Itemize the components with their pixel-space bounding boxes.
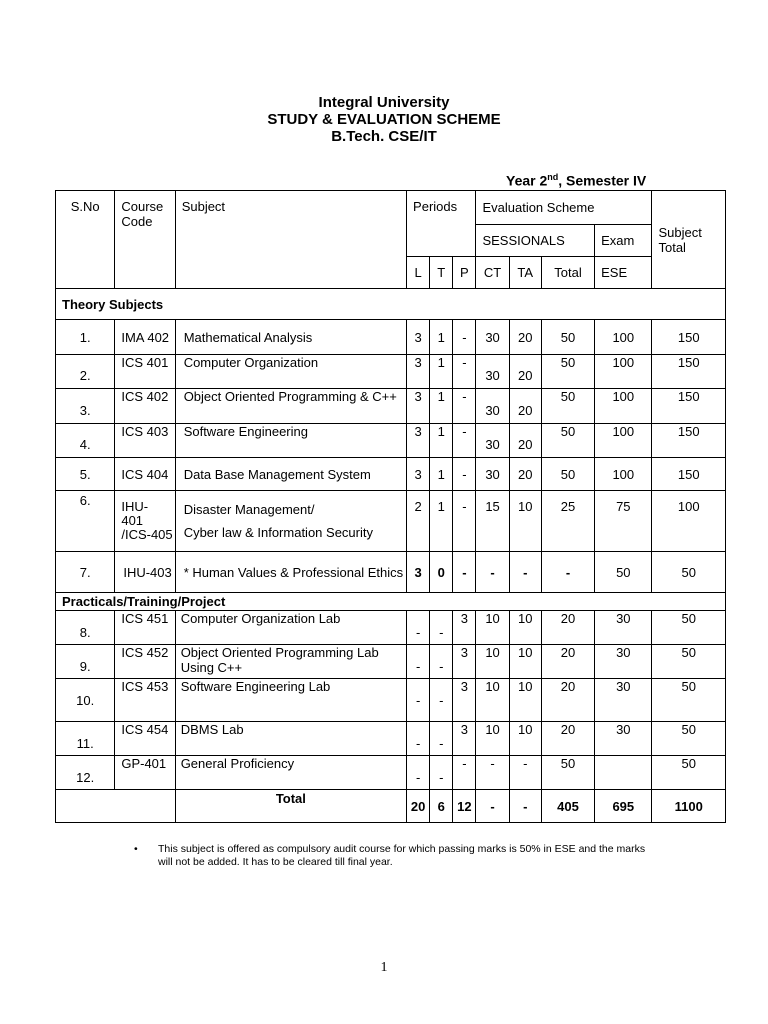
t-cell: - (430, 722, 453, 756)
ese-cell: 30 (595, 722, 652, 756)
ct-cell: - (476, 756, 509, 790)
subject-total-cell: 50 (652, 679, 726, 722)
university-name: Integral University (318, 94, 450, 111)
ct-cell: 30 (476, 458, 509, 491)
ta-cell: 20 (509, 355, 541, 389)
l-cell: 3 (407, 389, 430, 424)
t-cell: - (430, 756, 453, 790)
ta-cell: 20 (509, 424, 541, 458)
t-cell: 0 (430, 552, 453, 593)
p-cell: - (453, 491, 476, 552)
total-cell: - (541, 552, 594, 593)
ese-cell: 100 (595, 424, 652, 458)
subject-cell: * Human Values & Professional Ethics (175, 552, 406, 593)
sno-cell: 10. (56, 679, 115, 722)
sno-cell: 7. (56, 552, 115, 593)
ese-cell: 100 (595, 389, 652, 424)
l-cell: - (407, 756, 430, 790)
ta-cell: 10 (509, 491, 541, 552)
code-cell: IMA 402 (115, 320, 175, 355)
year-semester-line: Year 2nd, Semester IV (506, 172, 647, 189)
table-row (56, 645, 726, 679)
total-label: Total (175, 790, 406, 823)
total-cell: 25 (541, 491, 594, 552)
subject-total-cell: 50 (652, 552, 726, 593)
table-row (56, 458, 726, 491)
table-row (56, 756, 726, 790)
total-cell: 50 (541, 320, 594, 355)
subject-cell: Disaster Management/ Cyber law & Information Security (175, 491, 406, 552)
ese-cell: 50 (595, 552, 652, 593)
total-cell: 405 (541, 790, 594, 823)
ct-cell: 10 (476, 611, 509, 645)
p-cell: - (453, 389, 476, 424)
total-row-blank (56, 790, 176, 823)
sno-cell: 4. (56, 424, 115, 458)
ese-cell: 75 (595, 491, 652, 552)
subject-cell: General Proficiency (175, 756, 406, 790)
t-cell: 1 (430, 355, 453, 389)
code-cell: GP-401 (115, 756, 175, 790)
subject-cell: Software Engineering Lab (175, 679, 406, 722)
subject-cell: Mathematical Analysis (175, 320, 406, 355)
sno-cell: 6. (56, 491, 115, 552)
subject-cell: Software Engineering (175, 424, 406, 458)
total-cell: 20 (541, 611, 594, 645)
subject-total-cell: 50 (652, 645, 726, 679)
sno-cell: 3. (56, 389, 115, 424)
subject-total-cell: 100 (652, 491, 726, 552)
l-cell: - (407, 645, 430, 679)
ta-cell: - (509, 790, 541, 823)
ta-cell: 10 (509, 679, 541, 722)
t-cell: 6 (430, 790, 453, 823)
ese-cell: 100 (595, 458, 652, 491)
total-header: Total (541, 257, 594, 289)
subject-total-header: Subject Total (652, 191, 726, 289)
bullet-icon: • (134, 843, 138, 855)
sno-cell: 11. (56, 722, 115, 756)
subject-total-cell: 1100 (652, 790, 726, 823)
sno-cell: 12. (56, 756, 115, 790)
subject-total-cell: 150 (652, 389, 726, 424)
p-cell: 3 (453, 679, 476, 722)
table-row (56, 491, 726, 552)
t-cell: - (430, 611, 453, 645)
sno-cell: 2. (56, 355, 115, 389)
ese-cell: 100 (595, 355, 652, 389)
sno-cell: 9. (56, 645, 115, 679)
total-cell: 50 (541, 424, 594, 458)
ta-cell: 20 (509, 320, 541, 355)
ct-cell: 30 (476, 389, 509, 424)
l-cell: 2 (407, 491, 430, 552)
l-cell: 3 (407, 320, 430, 355)
evaluation-header: Evaluation Scheme (476, 191, 652, 225)
t-cell: 1 (430, 389, 453, 424)
scheme-title: STUDY & EVALUATION SCHEME (267, 111, 501, 128)
table-row (56, 722, 726, 756)
document-header (0, 94, 768, 145)
l-cell: - (407, 722, 430, 756)
table-row (56, 552, 726, 593)
code-cell: ICS 453 (115, 679, 175, 722)
subject-total-cell: 50 (652, 611, 726, 645)
total-cell: 50 (541, 756, 594, 790)
ct-cell: 15 (476, 491, 509, 552)
ta-header: TA (509, 257, 541, 289)
sessionals-header: SESSIONALS (476, 225, 595, 257)
ct-cell: 30 (476, 424, 509, 458)
theory-section-title: Theory Subjects (56, 289, 726, 320)
subject-total-cell: 150 (652, 355, 726, 389)
t-cell: - (430, 679, 453, 722)
p-cell: 3 (453, 611, 476, 645)
ta-cell: 10 (509, 722, 541, 756)
ese-cell: 695 (595, 790, 652, 823)
program-name: B.Tech. CSE/IT (331, 128, 437, 145)
l-cell: 20 (407, 790, 430, 823)
total-cell: 50 (541, 355, 594, 389)
subject-cell: DBMS Lab (175, 722, 406, 756)
code-cell: ICS 404 (115, 458, 175, 491)
subject-header: Subject (175, 191, 406, 289)
sno-cell: 5. (56, 458, 115, 491)
sno-cell: 8. (56, 611, 115, 645)
table-row (56, 611, 726, 645)
subject-cell: Computer Organization Lab (175, 611, 406, 645)
l-cell: - (407, 611, 430, 645)
l-cell: 3 (407, 355, 430, 389)
footnote-text: This subject is offered as compulsory audit course for which passing marks is 50% in ESE and the marks will not be added. It has to be cleared till final year. (158, 843, 646, 868)
table-row (56, 679, 726, 722)
l-cell: 3 (407, 552, 430, 593)
l-cell: 3 (407, 458, 430, 491)
subject-total-cell: 150 (652, 458, 726, 491)
t-cell: 1 (430, 424, 453, 458)
evaluation-scheme-table (55, 190, 726, 823)
ese-cell: 100 (595, 320, 652, 355)
p-header: P (453, 257, 476, 289)
ta-cell: - (509, 552, 541, 593)
p-cell: - (453, 355, 476, 389)
subject-total-cell: 50 (652, 722, 726, 756)
ct-cell: 30 (476, 355, 509, 389)
subject-cell: Computer Organization (175, 355, 406, 389)
ese-cell: 30 (595, 611, 652, 645)
t-cell: 1 (430, 320, 453, 355)
p-cell: - (453, 552, 476, 593)
subject-cell: Object Oriented Programming & C++ (175, 389, 406, 424)
periods-header: Periods (407, 191, 476, 257)
ese-cell: 30 (595, 679, 652, 722)
ct-header: CT (476, 257, 509, 289)
t-header: T (430, 257, 453, 289)
ct-cell: 10 (476, 645, 509, 679)
course-code-header: Course Code (115, 191, 175, 289)
p-cell: - (453, 424, 476, 458)
l-header: L (407, 257, 430, 289)
total-row (56, 790, 726, 823)
subject-cell: Object Oriented Programming Lab Using C++ (175, 645, 406, 679)
code-cell: IHU- 401 /ICS-405 (115, 491, 175, 552)
total-cell: 20 (541, 722, 594, 756)
ct-cell: 10 (476, 679, 509, 722)
p-cell: 12 (453, 790, 476, 823)
ct-cell: - (476, 790, 509, 823)
ct-cell: 10 (476, 722, 509, 756)
p-cell: - (453, 320, 476, 355)
l-cell: 3 (407, 424, 430, 458)
ese-cell: 30 (595, 645, 652, 679)
code-cell: ICS 454 (115, 722, 175, 756)
practicals-section-title: Practicals/Training/Project (56, 593, 726, 611)
total-cell: 50 (541, 389, 594, 424)
p-cell: 3 (453, 645, 476, 679)
footnote (134, 843, 654, 869)
table-row (56, 389, 726, 424)
code-cell: ICS 401 (115, 355, 175, 389)
ta-cell: - (509, 756, 541, 790)
code-cell: ICS 403 (115, 424, 175, 458)
subject-total-cell: 150 (652, 320, 726, 355)
ta-cell: 10 (509, 611, 541, 645)
sno-header: S.No (56, 191, 115, 289)
ese-header: ESE (595, 257, 652, 289)
subject-total-cell: 50 (652, 756, 726, 790)
sno-cell: 1. (56, 320, 115, 355)
l-cell: - (407, 679, 430, 722)
ct-cell: 30 (476, 320, 509, 355)
code-cell: ICS 452 (115, 645, 175, 679)
t-cell: 1 (430, 458, 453, 491)
subject-cell: Data Base Management System (175, 458, 406, 491)
total-cell: 50 (541, 458, 594, 491)
ct-cell: - (476, 552, 509, 593)
t-cell: - (430, 645, 453, 679)
table-row (56, 355, 726, 389)
code-cell: IHU-403 (115, 552, 175, 593)
p-cell: - (453, 458, 476, 491)
total-cell: 20 (541, 679, 594, 722)
exam-header: Exam (595, 225, 652, 257)
page-number: 1 (380, 960, 388, 975)
ese-cell (595, 756, 652, 790)
p-cell: 3 (453, 722, 476, 756)
ta-cell: 20 (509, 389, 541, 424)
table-row (56, 424, 726, 458)
subject-total-cell: 150 (652, 424, 726, 458)
ta-cell: 10 (509, 645, 541, 679)
code-cell: ICS 402 (115, 389, 175, 424)
total-cell: 20 (541, 645, 594, 679)
code-cell: ICS 451 (115, 611, 175, 645)
ta-cell: 20 (509, 458, 541, 491)
table-row (56, 320, 726, 355)
t-cell: 1 (430, 491, 453, 552)
p-cell: - (453, 756, 476, 790)
